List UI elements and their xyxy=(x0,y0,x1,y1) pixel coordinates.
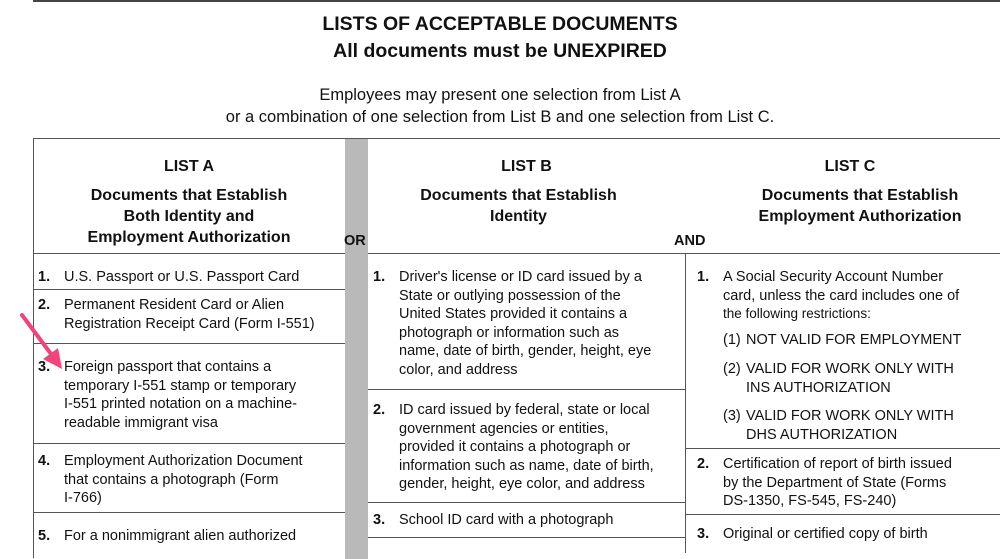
top-rule xyxy=(33,0,1000,2)
item-number: 3. xyxy=(373,512,386,528)
item-text: A Social Security Account Number card, unless the card includes one of the following restrictions: xyxy=(723,269,960,321)
list-a-desc-line: Documents that Establish xyxy=(90,187,288,204)
row-rule xyxy=(33,512,345,513)
row-rule xyxy=(368,537,685,538)
page-title-secondary: All documents must be UNEXPIRED xyxy=(333,40,667,62)
list-c-desc-line: Employment Authorization xyxy=(758,208,962,225)
instructions-line-2: or a combination of one selection from List B and one selection from List C. xyxy=(225,108,775,126)
item-number: 3. xyxy=(697,526,710,542)
list-b-description xyxy=(360,185,677,227)
item-number: 1. xyxy=(697,269,710,285)
list-b-desc-line: Identity xyxy=(490,208,547,225)
row-rule xyxy=(368,389,685,390)
row-rule xyxy=(33,443,345,444)
header-rule-bc xyxy=(368,253,1000,254)
list-a-desc-line: Employment Authorization xyxy=(87,229,291,246)
item-number: 3. xyxy=(38,359,51,375)
list-c-desc-line: Documents that Establish xyxy=(761,187,959,204)
row-rule xyxy=(368,502,685,503)
item-text: For a nonimmigrant alien authorized xyxy=(64,528,297,544)
item-number: 1. xyxy=(373,269,386,285)
pointer-arrow-icon xyxy=(18,312,68,374)
item-text: Foreign passport that contains a temporary I-551 stamp or temporary I-551 printed notation on a machine- readable immigrant visa xyxy=(64,359,297,431)
item-number: 2. xyxy=(373,402,386,418)
instructions-line-1: Employees may present one selection from List A xyxy=(319,86,681,104)
list-c-description xyxy=(710,185,1000,227)
item-text: School ID card with a photograph xyxy=(399,512,614,528)
item-text: Driver's license or ID card issued by a State or outlying possession of the United States provided it contains a photograph or information such as name, date of birth, gender, height, eye color, and address xyxy=(399,269,652,378)
list-b-desc-line: Documents that Establish xyxy=(420,187,617,204)
list-a-desc-line: Both Identity and xyxy=(123,208,255,225)
item-number: 4. xyxy=(38,453,51,469)
item-text: Certification of report of birth issued by the Department of State (Forms DS-1350, FS-545, FS-240) xyxy=(723,456,952,509)
item-text: Permanent Resident Card or Alien Registration Receipt Card (Form I-551) xyxy=(64,297,315,332)
item-number: 2. xyxy=(697,456,710,472)
row-rule xyxy=(685,514,1000,515)
row-rule xyxy=(33,289,345,290)
row-rule xyxy=(685,448,1000,449)
list-a-description xyxy=(33,185,345,248)
item-text: Original or certified copy of birth xyxy=(723,526,928,542)
header-rule-a xyxy=(33,253,345,254)
row-rule xyxy=(33,343,345,344)
and-label: AND xyxy=(674,233,706,249)
list-b-title: LIST B xyxy=(501,158,552,175)
page-title: LISTS OF ACCEPTABLE DOCUMENTS xyxy=(322,13,678,35)
item-text: ID card issued by federal, state or local government agencies or entities, provided it contains a photograph or information such as name, date of birth, gender, height, eye color, and address xyxy=(399,402,654,492)
list-c-title: LIST C xyxy=(824,158,876,175)
list-b-c-divider xyxy=(685,253,686,553)
table-top-border xyxy=(33,138,1000,139)
item-number: 2. xyxy=(38,297,51,313)
item-text: U.S. Passport or U.S. Passport Card xyxy=(64,269,300,285)
or-label: OR xyxy=(344,233,366,249)
item-number: 5. xyxy=(38,528,51,544)
item-number: 1. xyxy=(38,269,51,285)
item-text: Employment Authorization Document that contains a photograph (Form I-766) xyxy=(64,453,303,506)
list-a-title: LIST A xyxy=(163,158,215,175)
